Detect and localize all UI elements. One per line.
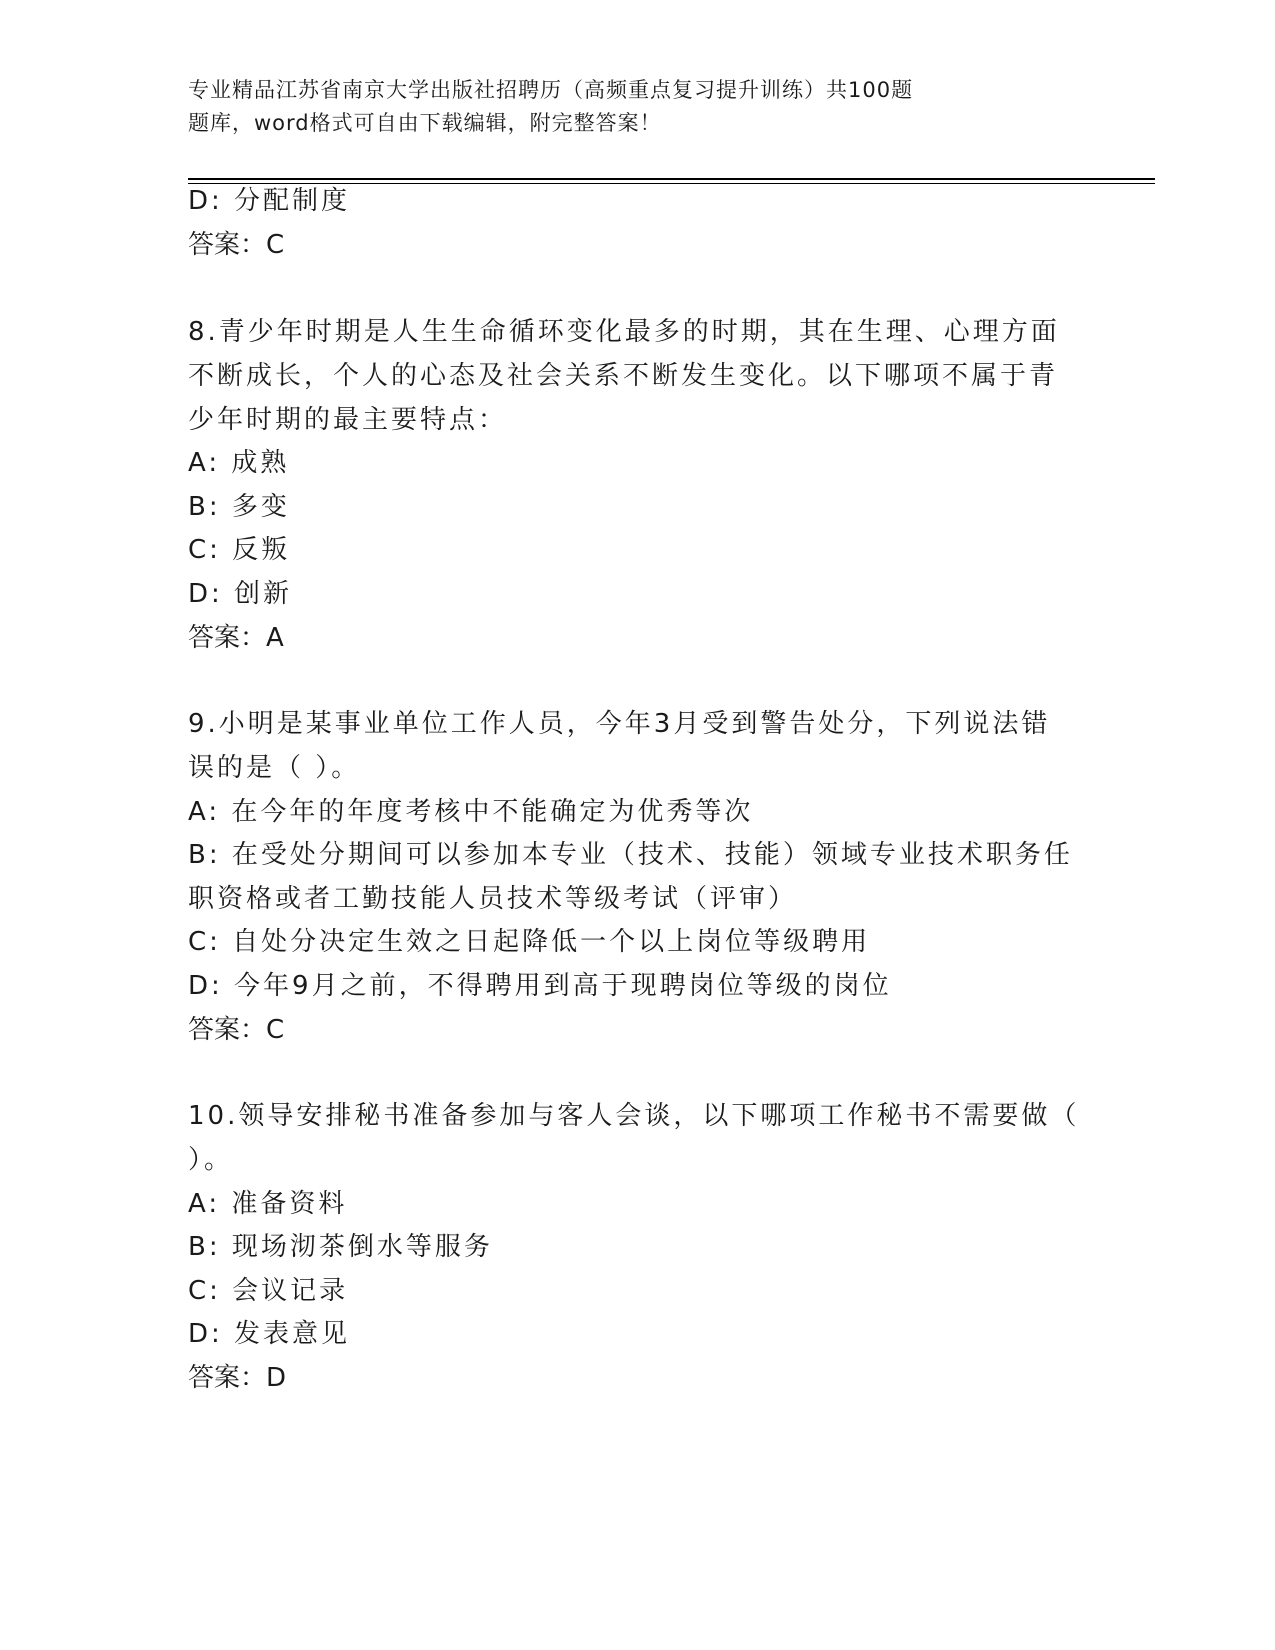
q9-option-b-line-2: 职资格或者工勤技能人员技术等级考试（评审） bbox=[188, 884, 798, 914]
header-title-line-2: 题库，word格式可自由下载编辑，附完整答案！ bbox=[188, 111, 662, 135]
q8-option-d: D: 创新 bbox=[188, 579, 293, 609]
q10-stem-line-2: ）。 bbox=[188, 1145, 234, 1175]
q10-stem-line-1: 10.领导安排秘书准备参加与客人会谈，以下哪项工作秘书不需要做（ bbox=[188, 1101, 1080, 1131]
header-title-line-1: 专业精品江苏省南京大学出版社招聘历（高频重点复习提升训练）共100题 bbox=[188, 78, 914, 102]
q9-stem-line-1: 9.小明是某事业单位工作人员，今年3月受到警告处分，下列说法错 bbox=[188, 709, 1051, 739]
q9-answer: 答案：C bbox=[188, 1015, 285, 1045]
page-header bbox=[188, 74, 1028, 140]
q9-option-b-line-1: B: 在受处分期间可以参加本专业（技术、技能）领域专业技术职务任 bbox=[188, 840, 1073, 870]
q8-stem-line-2: 不断成长，个人的心态及社会关系不断发生变化。以下哪项不属于青 bbox=[188, 361, 1059, 391]
q8-stem-line-1: 8.青少年时期是人生生命循环变化最多的时期，其在生理、心理方面 bbox=[188, 317, 1060, 347]
q9-option-d: D: 今年9月之前，不得聘用到高于现聘岗位等级的岗位 bbox=[188, 971, 892, 1001]
q9-stem-line-2: 误的是（ ）。 bbox=[188, 753, 361, 783]
q10-option-b: B: 现场沏茶倒水等服务 bbox=[188, 1232, 493, 1262]
prev-answer: 答案：C bbox=[188, 230, 285, 260]
header-divider-thick bbox=[188, 178, 1155, 180]
q10-option-c: C: 会议记录 bbox=[188, 1276, 349, 1306]
q8-stem-line-3: 少年时期的最主要特点： bbox=[188, 405, 508, 435]
q8-option-c: C: 反叛 bbox=[188, 535, 291, 565]
q8-option-a: A: 成熟 bbox=[188, 448, 290, 478]
q9-option-c: C: 自处分决定生效之日起降低一个以上岗位等级聘用 bbox=[188, 927, 871, 957]
q8-option-b: B: 多变 bbox=[188, 492, 290, 522]
q9-option-a: A: 在今年的年度考核中不能确定为优秀等次 bbox=[188, 797, 754, 827]
q8-answer: 答案：A bbox=[188, 623, 284, 653]
q10-option-a: A: 准备资料 bbox=[188, 1189, 348, 1219]
prev-option-d: D: 分配制度 bbox=[188, 186, 351, 216]
q10-answer: 答案：D bbox=[188, 1363, 287, 1393]
q10-option-d: D: 发表意见 bbox=[188, 1319, 351, 1349]
